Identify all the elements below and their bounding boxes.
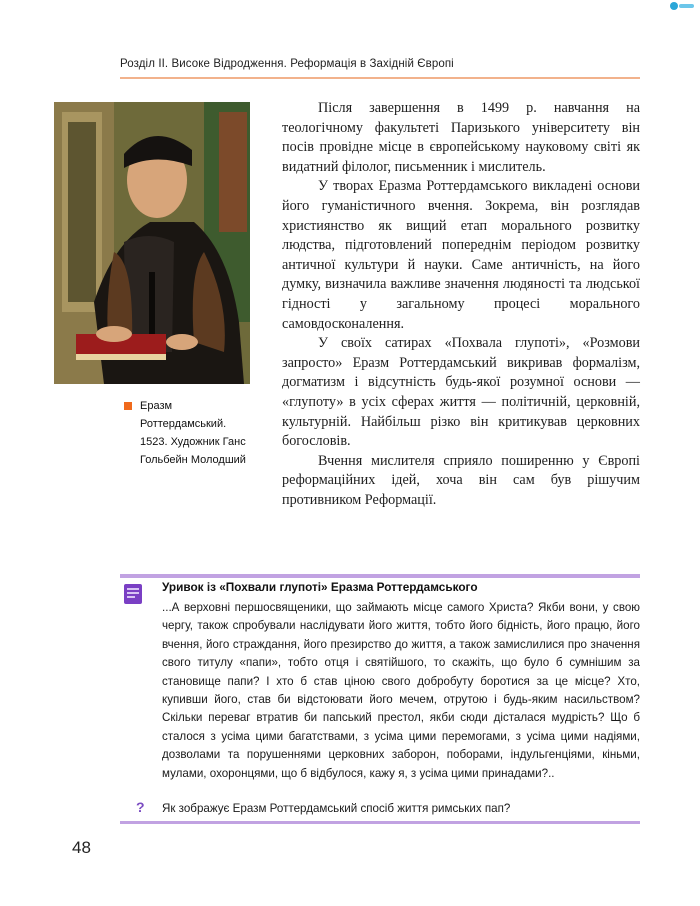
portrait-erasmus (54, 102, 250, 384)
paragraph: У своїх сатирах «Похвала глупоті», «Розмови запросто» Еразм Роттердамський викривав формалізм, догматизм і відсутність будь-якої розумної основи — «глупоту» в усіх сферах життя — політичній, церковній, культурній. Найбільш різко він критикував церковних богословів. (282, 335, 640, 450)
excerpt-top-divider (120, 574, 640, 578)
question-text: Як зображує Еразм Роттердамський спосіб життя римських пап? (162, 802, 511, 815)
header-divider (120, 77, 640, 79)
caption-bullet (124, 402, 132, 410)
publisher-logo (670, 2, 694, 10)
excerpt-bottom-divider (120, 821, 640, 824)
page-number: 48 (72, 838, 91, 857)
excerpt-title: Уривок із «Похвали глупоті» Еразма Роттердамського (162, 580, 478, 594)
paragraph: Вчення мислителя сприяло поширенню у Європі реформаційних ідей, хоча він сам був рішучим противником Реформації. (282, 452, 640, 508)
paragraph: У творах Еразма Роттердамського викладені основи його гуманістичного вчення. Зокрема, він розглядав християнство як вищий етап морального розвитку людства, підготовлений попереднім періодом розвитку античної культури й науки. Саме античність, на його думку, визначила важливе значення людяності та людської гідності у загальному процесі морального самовдосконалення. (282, 178, 640, 332)
paragraph: Після завершення в 1499 р. навчання на теологічному факультеті Паризького університету він посів провідне місце в європейському науковому світі як видатний філолог, письменник і мислитель. (282, 100, 640, 175)
excerpt-text: ...А верховні першосвященики, що займають місце самого Христа? Якби вони, у свою чергу, також спробували наслідувати його життя, тобто його бідність, його працю, його вчення, його страждання, його презирство до життя, а також замислилися про значення свого титулу «папи», тобто отця і святійшого, то скажіть, що було б сумнішим за становище папи? І хто б став ціною свого добробуту боротися за це місце? Хто, купивши його, став би відстоювати його мечем, отрутою і будь-яким насильством? Скільки переваг втратив би папський престол, якби сюди дісталася мудрість? Що б сталося з усіма цими багатствами, з усіма цими перемогами, з усіма цими надіями, дозволами та порушеннями церковних заборон, поборами, індульгенціями, кіньми, мулами, охоронцями, що б відбулося, кажу я, з усіма цими принадами?.. (162, 601, 640, 780)
main-text (282, 99, 640, 510)
document-icon (124, 584, 142, 604)
portrait-caption: Еразм Роттердамський. 1523. Художник Ганс Гольбейн Молодший (140, 400, 246, 466)
section-header: Розділ ІІ. Високе Відродження. Реформація в Західній Європі (120, 58, 454, 70)
question-icon: ? (136, 799, 145, 815)
